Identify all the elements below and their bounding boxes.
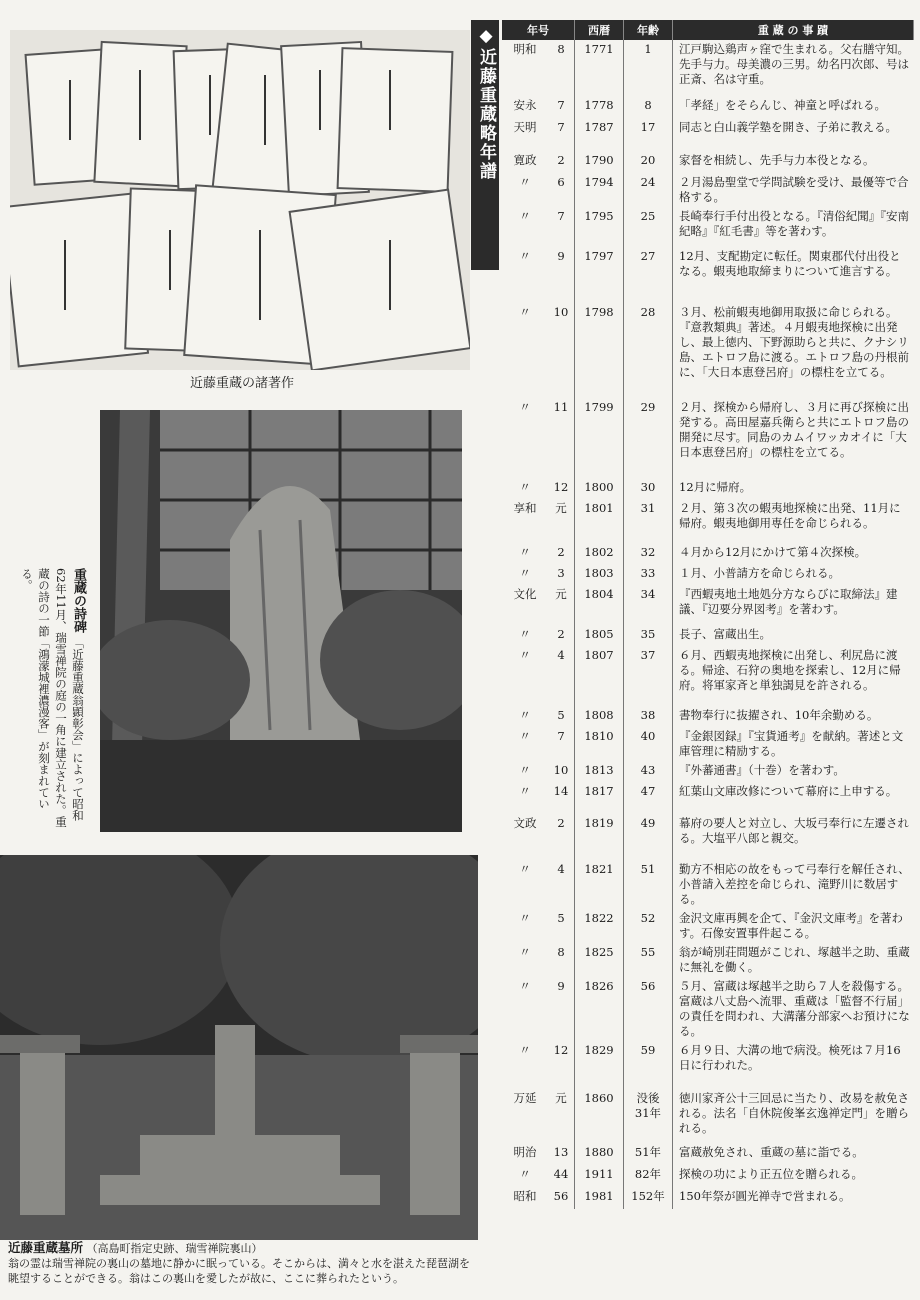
row-era: 〃 xyxy=(519,862,531,876)
row-year: 1801 xyxy=(575,499,624,543)
row-era: 天明 xyxy=(513,120,537,134)
table-row xyxy=(502,761,914,782)
row-year: 1817 xyxy=(575,782,624,814)
table-row xyxy=(502,207,914,247)
row-event: ６月９日、大溝の地で病没。検死は７月16日に行われた。 xyxy=(679,1043,901,1072)
row-era-number: 4 xyxy=(548,860,575,909)
table-row xyxy=(502,564,914,585)
row-era-number: 56 xyxy=(548,1187,575,1209)
row-age: 28 xyxy=(624,303,673,398)
grave-illustration xyxy=(0,855,478,1240)
row-era: 〃 xyxy=(519,979,531,993)
row-age: 82年 xyxy=(624,1165,673,1187)
row-year: 1880 xyxy=(575,1143,624,1165)
row-year: 1981 xyxy=(575,1187,624,1209)
row-era-number: 6 xyxy=(548,173,575,207)
row-event: 幕府の要人と対立し、大坂弓奉行に左遷される。大塩平八郎と親交。 xyxy=(679,816,909,845)
row-event: 徳川家斉公十三回忌に当たり、改易を赦免される。法名「自休院俊峯玄逸禅定門」を贈られる。 xyxy=(679,1091,909,1135)
row-era-number: 12 xyxy=(548,478,575,499)
row-era-number: 44 xyxy=(548,1165,575,1187)
row-age: 8 xyxy=(624,96,673,118)
row-age: 52 xyxy=(624,909,673,943)
row-age: 32 xyxy=(624,543,673,564)
row-era-number: 5 xyxy=(548,706,575,727)
row-event: 紅葉山文庫改修について幕府に上申する。 xyxy=(679,784,898,798)
row-era-number: 4 xyxy=(548,646,575,706)
row-age: 27 xyxy=(624,247,673,303)
row-age: 29 xyxy=(624,398,673,478)
table-row xyxy=(502,585,914,625)
row-year: 1771 xyxy=(575,40,624,96)
row-year: 1778 xyxy=(575,96,624,118)
row-year: 1819 xyxy=(575,814,624,860)
row-era-number: 9 xyxy=(548,247,575,303)
row-event: 『金銀図録』『宝貨通考』を献納。著述と文庫管理に精励する。 xyxy=(679,729,904,758)
row-year: 1805 xyxy=(575,625,624,646)
row-era: 〃 xyxy=(519,400,531,414)
row-era: 〃 xyxy=(519,545,531,559)
row-era-number: 元 xyxy=(548,1089,575,1143)
row-era-number: 10 xyxy=(548,303,575,398)
header-age: 年齢 xyxy=(624,20,673,40)
row-era: 文政 xyxy=(513,816,537,830)
row-era: 明和 xyxy=(513,42,537,56)
row-era-number: 14 xyxy=(548,782,575,814)
row-era: 明治 xyxy=(513,1145,537,1159)
row-event: １月、小普請方を命じられる。 xyxy=(679,566,840,580)
header-year: 西暦 xyxy=(575,20,624,40)
row-era: 〃 xyxy=(519,708,531,722)
row-age: 24 xyxy=(624,173,673,207)
poem-caption-title: 重蔵の詩碑 xyxy=(71,568,86,633)
table-row xyxy=(502,727,914,761)
row-event: 長崎奉行手付出役となる。『清俗紀聞』『安南紀略』『紅毛書』等を著わす。 xyxy=(679,209,909,238)
row-year: 1911 xyxy=(575,1165,624,1187)
table-row xyxy=(502,247,914,303)
row-age: 34 xyxy=(624,585,673,625)
grave-caption-title: 近藤重蔵墓所 xyxy=(8,1240,84,1255)
grave-caption-subtitle: （高島町指定史跡、瑞雪禅院裏山） xyxy=(86,1242,263,1255)
grave-photo xyxy=(0,855,478,1240)
row-era: 〃 xyxy=(519,209,531,223)
row-event: 『外蕃通書』（十巻）を著わす。 xyxy=(679,763,845,777)
row-year: 1822 xyxy=(575,909,624,943)
row-year: 1825 xyxy=(575,943,624,977)
row-event: ６月、西蝦夷地探検に出発し、利尻島に渡る。帰途、石狩の奥地を探索し、12月に帰府。将軍家斉と単独謁見を許される。 xyxy=(679,648,901,692)
row-era-number: 7 xyxy=(548,118,575,151)
row-age: 31 xyxy=(624,499,673,543)
table-row xyxy=(502,478,914,499)
table-row xyxy=(502,1041,914,1089)
row-event: 金沢文庫再興を企て、『金沢文庫考』を著わす。石像安置事件起こる。 xyxy=(679,911,904,940)
table-row xyxy=(502,1187,914,1209)
writings-photo xyxy=(10,30,470,370)
row-era-number: 13 xyxy=(548,1143,575,1165)
table-row xyxy=(502,151,914,173)
row-year: 1813 xyxy=(575,761,624,782)
row-event: 翁が崎別荘問題がこじれ、塚越半之助、重蔵に無礼を働く。 xyxy=(679,945,910,974)
row-event: 『西蝦夷地土地処分方ならびに取締法』建議、『辺要分界図考』を著わす。 xyxy=(679,587,898,616)
row-age: 35 xyxy=(624,625,673,646)
grave-caption xyxy=(8,1240,478,1286)
header-era: 年号 xyxy=(502,20,575,40)
row-event: ４月から12月にかけて第４次探検。 xyxy=(679,545,867,559)
row-era: 享和 xyxy=(513,501,537,515)
table-row xyxy=(502,814,914,860)
table-row xyxy=(502,1089,914,1143)
row-year: 1794 xyxy=(575,173,624,207)
row-era-number: 2 xyxy=(548,151,575,173)
row-era: 〃 xyxy=(519,945,531,959)
row-year: 1797 xyxy=(575,247,624,303)
table-row xyxy=(502,40,914,96)
table-header-row xyxy=(502,20,914,40)
row-era: 〃 xyxy=(519,648,531,662)
row-era: 〃 xyxy=(519,249,531,263)
row-era: 昭和 xyxy=(513,1189,537,1203)
row-event: 勤方不相応の故をもって弓奉行を解任され、小普請入差控を命じられ、滝野川に数居する。 xyxy=(679,862,910,906)
row-era: 〃 xyxy=(519,1167,531,1181)
table-row xyxy=(502,977,914,1041)
row-event: ２月、第３次の蝦夷地探検に出発、11月に帰府。蝦夷地御用専任を命じられる。 xyxy=(679,501,901,530)
row-event: 長子、富蔵出生。 xyxy=(679,627,771,641)
grave-caption-text: 翁の霊は瑞雪禅院の裏山の墓地に静かに眠っている。そこからは、満々と水を湛えた琵琶湖を眺望することができる。翁はこの裏山を愛したが故に、ここに葬られたという。 xyxy=(8,1257,470,1285)
row-year: 1787 xyxy=(575,118,624,151)
row-year: 1807 xyxy=(575,646,624,706)
row-year: 1803 xyxy=(575,564,624,585)
row-era: 〃 xyxy=(519,566,531,580)
poem-monument-photo xyxy=(100,410,462,832)
row-age: 33 xyxy=(624,564,673,585)
row-year: 1799 xyxy=(575,398,624,478)
table-row xyxy=(502,1143,914,1165)
row-age: 47 xyxy=(624,782,673,814)
table-row xyxy=(502,706,914,727)
row-era: 安永 xyxy=(513,98,537,112)
row-event: 「孝経」をそらんじ、神童と呼ばれる。 xyxy=(679,98,886,112)
table-row xyxy=(502,1165,914,1187)
table-row xyxy=(502,303,914,398)
row-age: 55 xyxy=(624,943,673,977)
row-age: 没後 31年 xyxy=(624,1089,673,1143)
row-era-number: 元 xyxy=(548,585,575,625)
row-year: 1808 xyxy=(575,706,624,727)
row-age: 49 xyxy=(624,814,673,860)
row-age: 20 xyxy=(624,151,673,173)
row-era-number: 8 xyxy=(548,943,575,977)
row-era-number: 7 xyxy=(548,727,575,761)
row-age: 25 xyxy=(624,207,673,247)
row-event: 富蔵赦免され、重蔵の墓に詣でる。 xyxy=(679,1145,864,1159)
row-year: 1800 xyxy=(575,478,624,499)
row-age: 1 xyxy=(624,40,673,96)
row-event: ５月、富蔵は塚越半之助ら７人を殺傷する。富蔵は八丈島へ流罪、重蔵は「監督不行届」の責任を問われ、大溝藩分部家へお預けになる。 xyxy=(679,979,910,1038)
row-era-number: 7 xyxy=(548,96,575,118)
table-row xyxy=(502,118,914,151)
chronology-sidebar-title: ◆近藤重蔵略年譜 xyxy=(471,20,499,270)
table-row xyxy=(502,860,914,909)
row-era-number: 2 xyxy=(548,543,575,564)
row-event: ３月、松前蝦夷地御用取扱に命じられる。『意教類典』著述。４月蝦夷地探検に出発し、最上徳内、下野源助らと共に、クナシリ島、エトロフ島に渡る。エトロフ島の丹根前に、「大日本恵登呂府」の標柱を立てる。 xyxy=(679,305,909,379)
row-year: 1810 xyxy=(575,727,624,761)
row-year: 1829 xyxy=(575,1041,624,1089)
row-era-number: 3 xyxy=(548,564,575,585)
row-event: 12月に帰府。 xyxy=(679,480,752,494)
row-era: 〃 xyxy=(519,627,531,641)
row-era-number: 2 xyxy=(548,814,575,860)
row-age: 38 xyxy=(624,706,673,727)
row-age: 59 xyxy=(624,1041,673,1089)
row-era: 〃 xyxy=(519,1043,531,1057)
row-year: 1802 xyxy=(575,543,624,564)
row-era-number: 12 xyxy=(548,1041,575,1089)
row-event: 同志と白山義学塾を開き、子弟に教える。 xyxy=(679,120,898,134)
row-age: 37 xyxy=(624,646,673,706)
row-age: 51 xyxy=(624,860,673,909)
row-era-number: 7 xyxy=(548,207,575,247)
row-era-number: 8 xyxy=(548,40,575,96)
row-year: 1795 xyxy=(575,207,624,247)
row-age: 30 xyxy=(624,478,673,499)
table-row xyxy=(502,943,914,977)
row-era: 〃 xyxy=(519,784,531,798)
table-row xyxy=(502,625,914,646)
row-event: 江戸駒込鶏声ヶ窪で生まれる。父右膳守知。先手与力。母美濃の三男。幼名円次郎、号は正斎、名は守重。 xyxy=(679,42,909,86)
books-illustration xyxy=(10,30,470,370)
row-year: 1821 xyxy=(575,860,624,909)
row-event: 150年祭が圓光禅寺で営まれる。 xyxy=(679,1189,851,1203)
table-row xyxy=(502,173,914,207)
row-era-number: 10 xyxy=(548,761,575,782)
row-year: 1798 xyxy=(575,303,624,398)
row-year: 1826 xyxy=(575,977,624,1041)
table-row xyxy=(502,782,914,814)
row-era-number: 11 xyxy=(548,398,575,478)
row-age: 43 xyxy=(624,761,673,782)
row-age: 51年 xyxy=(624,1143,673,1165)
monument-illustration xyxy=(100,410,462,832)
row-age: 56 xyxy=(624,977,673,1041)
row-era: 文化 xyxy=(513,587,537,601)
table-row xyxy=(502,543,914,564)
row-year: 1860 xyxy=(575,1089,624,1143)
table-body xyxy=(502,40,914,1209)
row-event: ２月湯島聖堂で学問試験を受け、最優等で合格する。 xyxy=(679,175,909,204)
row-event: 探検の功により正五位を贈られる。 xyxy=(679,1167,863,1181)
row-event: 書物奉行に抜擢され、10年余勤める。 xyxy=(679,708,879,722)
row-year: 1790 xyxy=(575,151,624,173)
row-era: 〃 xyxy=(519,729,531,743)
table-row xyxy=(502,96,914,118)
table-row xyxy=(502,398,914,478)
poem-caption-text: 「近藤重蔵翁顕彰会」によって昭和62年11月、瑞雪禅院の庭の一角に建立された。重蔵の詩の一節「鴻濛城裡濃漫客」が刻まれている。 xyxy=(20,568,85,828)
writings-caption: 近藤重蔵の諸著作 xyxy=(190,376,295,391)
row-event: ２月、探検から帰府し、３月に再び探検に出発する。高田屋嘉兵衛らと共にエトロフ島の開発に尽す。同島のカムイワッカオイに「大日本恵登呂府」の標柱を立てる。 xyxy=(679,400,909,459)
row-age: 17 xyxy=(624,118,673,151)
row-era: 〃 xyxy=(519,480,531,494)
row-era-number: 2 xyxy=(548,625,575,646)
poem-caption xyxy=(18,568,87,828)
row-age: 152年 xyxy=(624,1187,673,1209)
row-era-number: 元 xyxy=(548,499,575,543)
row-era: 寛政 xyxy=(513,153,537,167)
row-era-number: 9 xyxy=(548,977,575,1041)
row-era-number: 5 xyxy=(548,909,575,943)
row-age: 40 xyxy=(624,727,673,761)
table-row xyxy=(502,646,914,706)
chronology-table xyxy=(502,20,914,1209)
row-year: 1804 xyxy=(575,585,624,625)
row-era: 〃 xyxy=(519,305,531,319)
row-event: 家督を相続し、先手与力本役となる。 xyxy=(679,153,875,167)
header-event: 重 蔵 の 事 蹟 xyxy=(673,20,914,40)
row-era: 〃 xyxy=(519,175,531,189)
row-era: 万延 xyxy=(513,1091,537,1105)
row-era: 〃 xyxy=(519,911,531,925)
table-row xyxy=(502,499,914,543)
table-row xyxy=(502,909,914,943)
row-event: 12月、支配勘定に転任。関東郡代付出役となる。蝦夷地取締まりについて進言する。 xyxy=(679,249,901,278)
row-era: 〃 xyxy=(519,763,531,777)
